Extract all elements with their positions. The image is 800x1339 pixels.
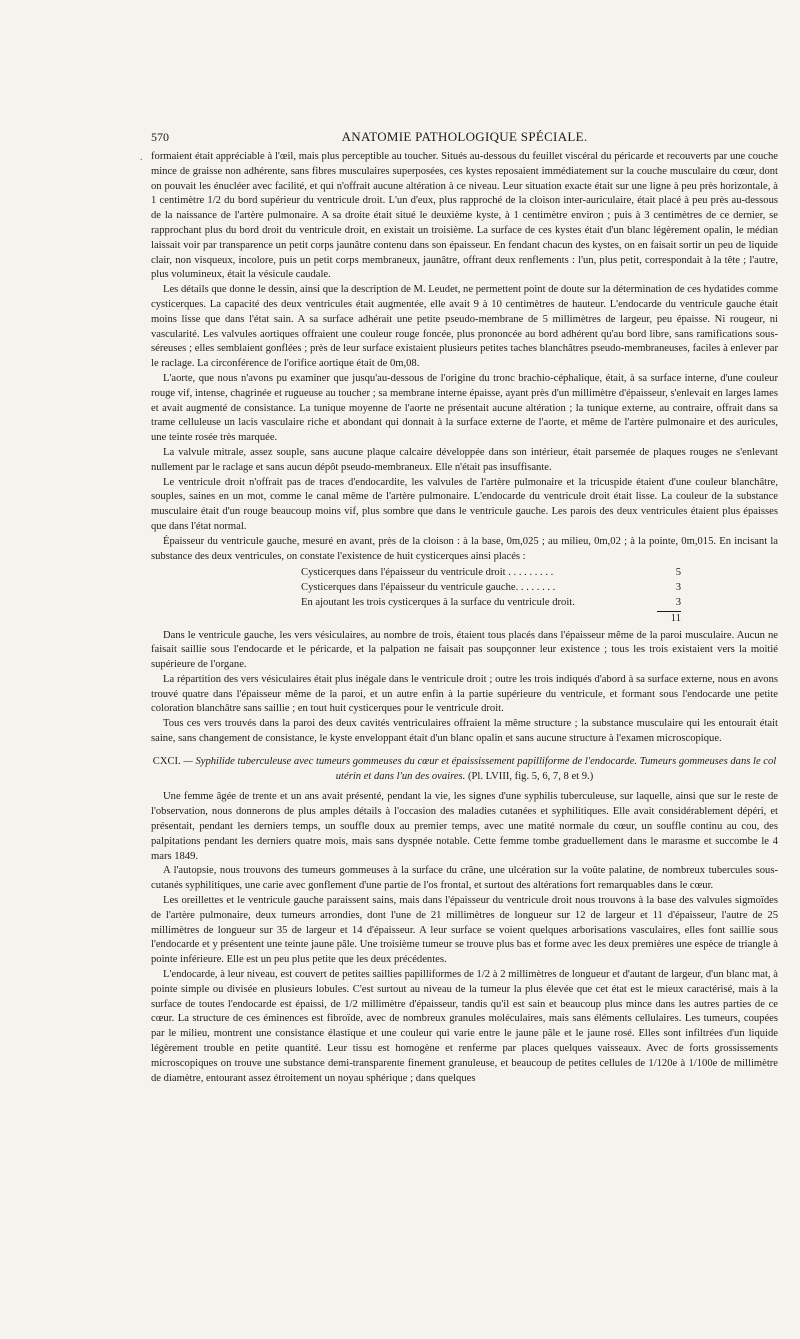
case-heading <box>151 755 778 785</box>
case-title: — Syphilide tuberculeuse avec tumeurs gommeuses du cœur et épaississement papilliforme de l'endocarde. Tumeurs gommeuses dans le col utérin et dans l'un des ovaires. <box>183 755 777 782</box>
cysticerci-count-table <box>301 566 681 626</box>
table-row <box>301 596 681 611</box>
paragraph: Le ventricule droit n'offrait pas de traces d'endocardite, les valvules de l'artère pulmonaire et la tricuspide étaient d'une couleur blanchâtre, souples, saines en un mot, comme le canal même de l'artère pulmonaire. L'endocarde du ventricule droit était lisse. La couleur de la substance musculaire était d'un rouge beaucoup moins vif, plus sombre que dans le ventricule gauche. Les parois des deux ventricules étaient plus épaisses que dans l'état normal. <box>151 476 778 532</box>
row-value: 5 <box>675 567 681 579</box>
page-number: 570 <box>151 130 169 144</box>
paragraph: Dans le ventricule gauche, les vers vésiculaires, au nombre de trois, étaient tous placés dans l'épaisseur même de la paroi musculaire. Aucun ne faisait saillie sous l'endocarde et le péricarde, et la palpation ne faisait pas soupçonner leur existence ; tous les trois existaient vers la moitié supérieure de l'organe. <box>151 629 778 671</box>
page-header <box>151 128 778 148</box>
paragraph: Les oreillettes et le ventricule gauche paraissent sains, mais dans l'épaisseur du ventricule droit nous trouvons à la base des valvules sigmoïdes de l'artère pulmonaire, deux tumeurs arrondies, dont l'une de 21 millimètres de longueur sur 12 de largeur et 11 d'épaisseur, l'autre de 25 millimètres de longueur sur 35 de largeur et 14 d'épaisseur. A leur surface se voient quelques arborisations vasculaires, elles font saillie sous l'endocarde et y présentent une teinte jaune pâle. Une troisième tumeur se trouve plus bas et forme avec les deux premières une espèce de triangle à pointe inférieure. Elle est un peu plus petite que les deux précédentes. <box>151 895 778 966</box>
table-row <box>301 581 681 596</box>
paragraph: La répartition des vers vésiculaires était plus inégale dans le ventricule droit ; outre les trois indiqués d'abord à sa surface externe, nous en avons trouvé quatre dans l'épaisseur même de la paroi, et un autre enfin à la partie supérieure du ventricule, et formant sous l'endocarde une petite coloration blanchâtre sans saillie ; en tout huit cysticerques pour le ventricule droit. <box>151 673 778 715</box>
row-label: Cysticerques dans l'épaisseur du ventricule gauche. . . . . . . . <box>301 582 556 594</box>
paragraph: Tous ces vers trouvés dans la paroi des deux cavités ventriculaires offraient la même structure ; la substance musculaire qui les entourait était saine, sans changement de consistance, le kyste enveloppant était d'un blanc opalin et sans aucune structure à l'examen microscopique. <box>151 718 778 745</box>
row-value: 3 <box>675 582 681 594</box>
body-text <box>151 150 778 1086</box>
paragraph: Les détails que donne le dessin, ainsi que la description de M. Leudet, ne permettent point de doute sur la détermination de ces hydatides comme cysticerques. La capacité des deux ventricules était augmentée, elle avait 9 à 10 centimètres de hauteur. L'endocarde du ventricule gauche était moins lisse que dans l'état sain. A sa surface adhérait une petite pseudo-membrane de 5 millimètres de largeur, peu épaisse. Ni rougeur, ni vascularité. Les valvules aortiques offraient une couleur rouge foncée, plus prononcée au bord adhérent qu'au bord libre, sans ramifications sous-séreuses ; elles semblaient gonflées ; près de leur surface existaient plusieurs petites taches blanchâtres pseudo-membraneuses, faciles à enlever par le raclage. La circonférence de l'orifice aortique était de 0m,08. <box>151 284 778 370</box>
case-number: CXCI. <box>152 755 181 767</box>
paragraph: L'endocarde, à leur niveau, est couvert de petites saillies papilliformes de 1/2 à 2 millimètres de longueur et d'autant de largeur, d'un blanc mat, à pointe simple ou divisée en plusieurs lobules. C'est surtout au niveau de la tumeur la plus élevée que cet état est le mieux caractérisé, mais à la surface de toutes l'endocarde est épaissi, de 1/2 millimètre d'épaisseur, tandis qu'il est sain et beaucoup plus mince dans les autres parties de ce cœur. La structure de ces éminences est fibroïde, avec de nombreux granules moléculaires, mais sans éléments cellulaires. Les tumeurs, coupées par le milieu, montrent une consistance élastique et une couleur qui varie entre le jaune pâle et le jaune rosé. Elles sont infiltrées d'un liquide légèrement trouble en petite quantité. Leur tissu est homogène et renferme par places quelques vaisseaux. Avec de forts grossissements microscopiques on trouve une substance demi-transparente finement granuleuse, et beaucoup de petites cellules de 1/120e à 1/100e de millimètre de diamètre, entourant assez étroitement un noyau sphérique ; dans quelques <box>151 969 778 1084</box>
row-label: En ajoutant les trois cysticerques à la surface du ventricule droit. <box>301 596 575 608</box>
total-value: 11 <box>657 611 681 626</box>
paragraph: Une femme âgée de trente et un ans avait présenté, pendant la vie, les signes d'une syphilis tuberculeuse, sur laquelle, ainsi que sur le reste de l'observation, nous donnerons de plus amples détails à l'occasion des maladies cutanées et syphilitiques. Elle avait considérablement dépéri, et présentait, pendant les derniers temps, un souffle doux au premier temps, avec une matité normale du cœur, un souffle continu au cou, des palpitations pendant les derniers quatre mois, mais sans dyspnée notable. Cette femme tombe graduellement dans le marasme et succombe le 4 mars 1849. <box>151 791 778 862</box>
row-label: Cysticerques dans l'épaisseur du ventricule droit . . . . . . . . . <box>301 567 554 579</box>
running-title: ANATOMIE PATHOLOGIQUE SPÉCIALE. <box>341 129 588 144</box>
case-reference: (Pl. LVIII, fig. 5, 6, 7, 8 et 9.) <box>467 770 594 782</box>
row-value: 3 <box>675 596 681 608</box>
paragraph: L'aorte, que nous n'avons pu examiner que jusqu'au-dessous de l'origine du tronc brachio-céphalique, était, à sa surface interne, d'une couleur rouge vif, intense, chagrinée et rugueuse au toucher ; sa membrane interne épaisse, ayant près d'un millimètre d'épaisseur, s'enlevait en larges lames et avait augmenté de consistance. La tunique moyenne de l'aorte ne présentait aucune altération ; la tunique externe, au contraire, offrait dans sa trame celluleuse un lacis vasculaire riche et abondant qui donnait à la surface externe de l'aorte, et même de l'artère pulmonaire et des auricules, une teinte rosée très marquée. <box>151 372 778 444</box>
margin-mark: . <box>140 152 143 163</box>
paragraph: Épaisseur du ventricule gauche, mesuré en avant, près de la cloison : à la base, 0m,025 ; au milieu, 0m,02 ; à la pointe, 0m,015. En incisant la substance des deux ventricules, on constate l'existence de huit cysticerques ainsi placés : <box>151 535 778 562</box>
paragraph: formaient était appréciable à l'œil, mais plus perceptible au toucher. Situés au-dessous du feuillet viscéral du péricarde et recouverts par une couche mince de graisse non adhérente, sans fibres musculaires superposées, ces kystes reposaient immédiatement sur la couche musculaire du cœur, dont on pouvait les énucléer avec facilité, et qui n'offrait aucune altération à ce niveau. Leur situation exacte était sur une ligne à peu près horizontale, à 1 centimètre 1/2 du bord supérieur du ventricule droit. L'un d'eux, plus rapproché de la cloison inter-auriculaire, était placé à peu près au-dessous de la naissance de l'artère pulmonaire. A sa droite était situé le deuxième kyste, à 1 centimètre environ ; puis à 3 centimètres de ce dernier, se rapprochant plus du bord droit du ventricule droit, en existait un troisième. La surface de ces kystes était d'un blanc légèrement opalin, le médian laissait voir par transparence un petit corps jaunâtre contenu dans son épaisseur. En fendant chacun des kystes, on en faisait sortir un peu de liquide clair, non visqueux, incolore, puis un petit corps membraneux, jaunâtre, offrant deux renflements : l'un, plus petit, correspondait à la tête ; l'autre, plus volumineux, était la vésicule caudale. <box>151 151 778 281</box>
table-row <box>301 566 681 581</box>
paragraph: La valvule mitrale, assez souple, sans aucune plaque calcaire développée dans son intérieur, était parsemée de plaques rouges ne s'enlevant nullement par le raclage et sans aucun dépôt pseudo-membraneux. Elle n'était pas insuffisante. <box>151 446 778 473</box>
paragraph: A l'autopsie, nous trouvons des tumeurs gommeuses à la surface du crâne, une ulcération sur la voûte palatine, de nombreux tubercules sous-cutanés syphilitiques, une carie avec gonflement d'une partie de l'os frontal, et surtout des altérations fort remarquables dans le cœur. <box>151 865 778 892</box>
table-total-row <box>301 611 681 626</box>
